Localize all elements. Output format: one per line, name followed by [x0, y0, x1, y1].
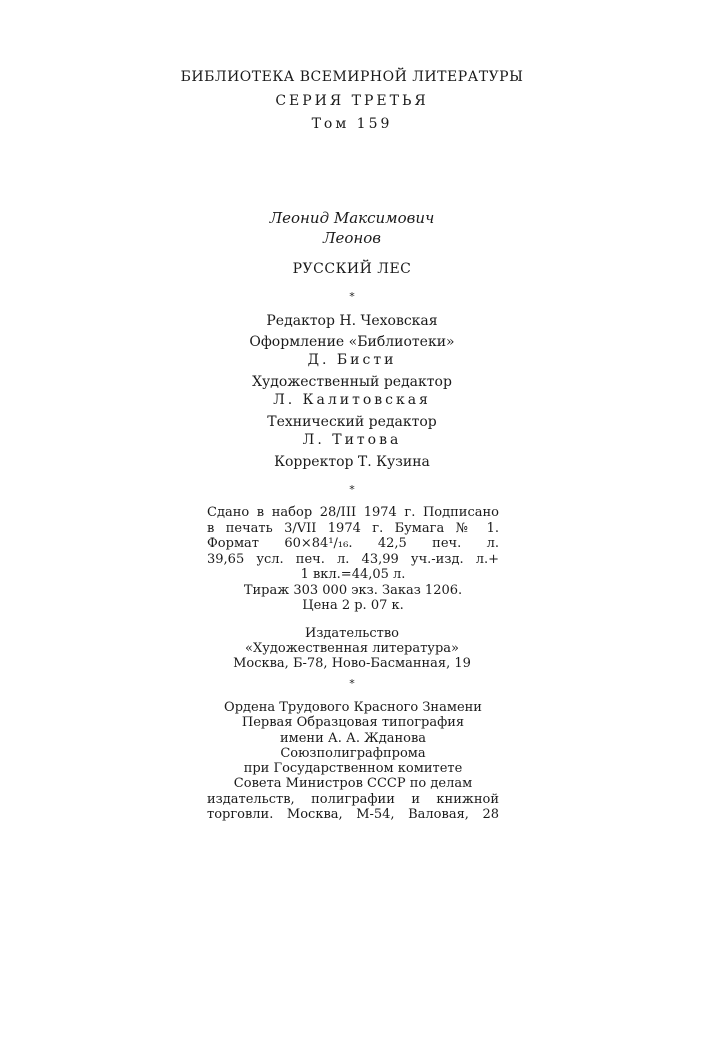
publisher-address: Москва, Б-78, Ново-Басманная, 19: [233, 656, 471, 671]
design-label: Оформление «Библиотеки»: [249, 334, 455, 350]
volume-number: Том 159: [311, 116, 393, 132]
author-last-name: Леонов: [322, 229, 382, 247]
print-details-line: Формат 60×84¹/₁₆. 42,5 печ. л.: [207, 536, 499, 551]
printer-line: Первая Образцовая типография: [241, 715, 465, 731]
series-number: СЕРИЯ ТРЕТЬЯ: [275, 93, 429, 109]
print-run-line: Тираж 303 000 экз. Заказ 1206.: [243, 582, 463, 598]
publisher-block: [0, 626, 704, 671]
printer-line: имени А. А. Жданова: [279, 730, 427, 746]
printer-line: Союзполиграфпрома: [280, 745, 426, 761]
printer-address: торговли. Москва, М-54, Валовая, 28: [207, 807, 499, 823]
library-series-name: БИБЛИОТЕКА ВСЕМИРНОЙ ЛИТЕРАТУРЫ: [180, 69, 524, 85]
print-details-line: 39,65 усл. печ. л. 43,99 уч.-изд. л.+: [207, 551, 499, 567]
printer-line: при Государственном комитете: [243, 761, 463, 777]
separator-star: *: [349, 677, 355, 690]
print-details-line: Сдано в набор 28/III 1974 г. Подписано: [207, 505, 499, 520]
print-details-line: 1 вкл.=44,05 л.: [300, 567, 406, 582]
art-editor-label: Художественный редактор: [252, 374, 452, 390]
print-details: [207, 505, 499, 614]
tech-editor-name: Л. Титова: [302, 432, 402, 448]
publisher-label: Издательство: [304, 626, 400, 641]
proofreader-credit: Корректор Т. Кузина: [274, 454, 430, 470]
printer-line: Ордена Трудового Красного Знамени: [224, 700, 482, 715]
art-editor-name: Л. Калитовская: [273, 392, 431, 408]
design-name: Д. Бисти: [307, 352, 397, 368]
print-details-line: в печать 3/VII 1974 г. Бумага № 1.: [207, 520, 499, 536]
printer-line: Совета Министров СССР по делам: [233, 776, 473, 792]
price-line: Цена 2 р. 07 к.: [302, 598, 404, 613]
separator-star: *: [349, 290, 355, 303]
publisher-name: «Художественная литература»: [245, 641, 459, 656]
editor-credit: Редактор Н. Чеховская: [266, 313, 438, 329]
book-title: РУССКИЙ ЛЕС: [292, 261, 412, 277]
tech-editor-label: Технический редактор: [267, 414, 437, 430]
separator-star: *: [349, 483, 355, 496]
printer-line: издательств, полиграфии и книжной: [207, 791, 499, 807]
author-first-name: Леонид Максимович: [269, 209, 435, 227]
printer-block: [207, 700, 499, 822]
